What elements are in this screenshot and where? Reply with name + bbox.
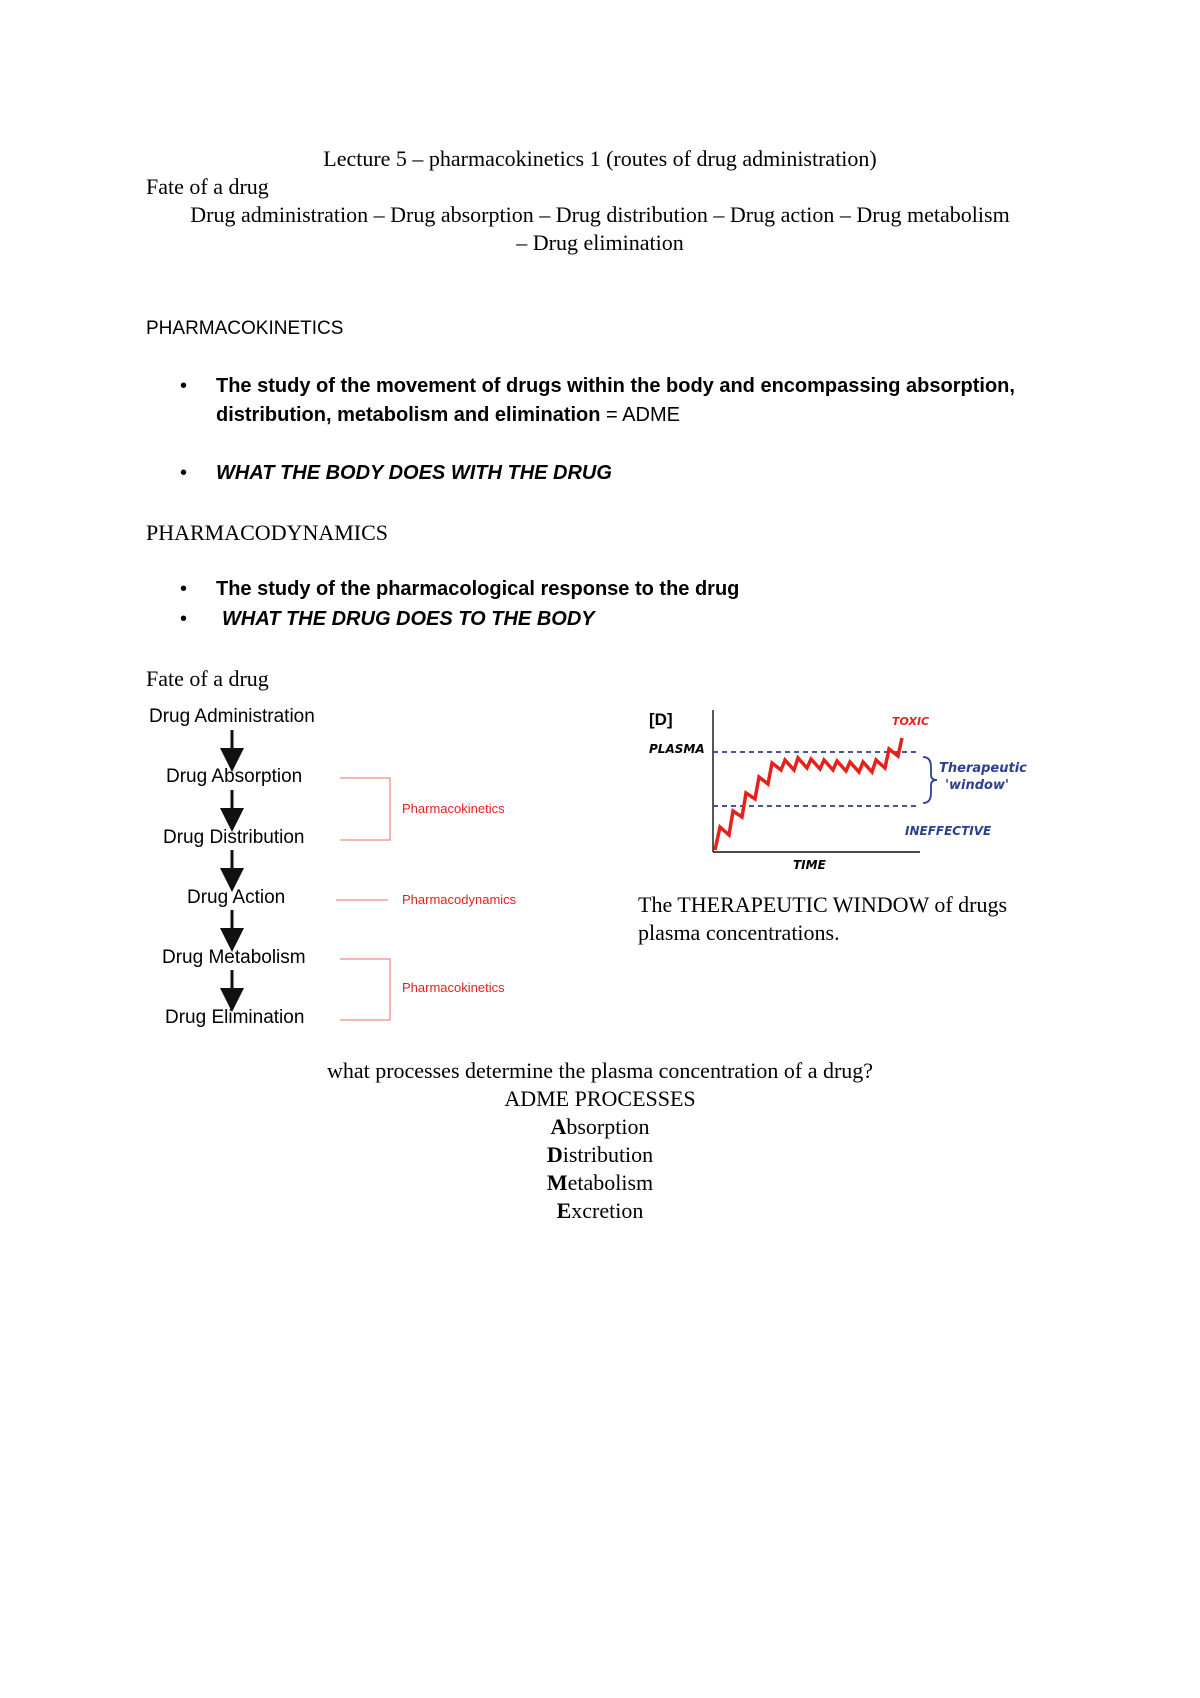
group-brackets	[336, 778, 390, 1020]
fate-section-heading: Fate of a drug	[146, 666, 269, 691]
flow-step-absorption: Drug Absorption	[166, 766, 303, 787]
bullet-icon: •	[180, 375, 188, 397]
lecture-title: Lecture 5 – pharmacokinetics 1 (routes of drug administration)	[323, 146, 877, 171]
adme-acronym-text: = ADME	[600, 404, 680, 426]
adme-rest: etabolism	[567, 1170, 654, 1195]
process-line-1: Drug administration – Drug absorption – Drug distribution – Drug action – Drug metabolism	[190, 202, 1010, 227]
adme-rest: xcretion	[571, 1198, 644, 1223]
fate-heading: Fate of a drug	[146, 174, 269, 199]
ineffective-label: INEFFECTIVE	[905, 824, 992, 838]
pharmacodynamics-heading: PHARMACODYNAMICS	[146, 520, 389, 545]
adme-list-text: distribution, metabolism and elimination	[216, 404, 601, 426]
group-label-pharmacokinetics-1: Pharmacokinetics	[402, 801, 505, 816]
flow-step-metabolism: Drug Metabolism	[162, 947, 306, 968]
pd-bullet-2-text: WHAT THE DRUG DOES TO THE BODY	[222, 608, 595, 630]
graph-caption-line-2: plasma concentrations.	[638, 920, 840, 945]
pd-bullet-1-text: The study of the pharmacological response to the drug	[216, 578, 740, 600]
adme-item-excretion	[0, 1198, 1200, 1224]
bullet-icon: •	[180, 462, 188, 484]
adme-item-absorption	[0, 1114, 1200, 1140]
adme-initial: A	[550, 1114, 567, 1139]
adme-question: what processes determine the plasma concentration of a drug?	[326, 1058, 874, 1083]
x-axis-label: TIME	[793, 858, 826, 872]
flow-step-distribution: Drug Distribution	[163, 827, 305, 848]
pk-bullet-2-text: WHAT THE BODY DOES WITH THE DRUG	[216, 462, 612, 484]
adme-heading: ADME PROCESSES	[504, 1086, 696, 1111]
toxic-label: TOXIC	[892, 715, 930, 728]
flow-step-elimination: Drug Elimination	[165, 1007, 305, 1028]
bullet-icon: •	[180, 608, 188, 630]
adme-rest: bsorption	[566, 1114, 650, 1139]
flow-step-action: Drug Action	[187, 887, 286, 908]
adme-item-metabolism	[0, 1170, 1200, 1196]
process-line-2: – Drug elimination	[516, 230, 684, 255]
drug-fate-flowchart	[140, 700, 560, 1040]
y-axis-label-top: [D]	[649, 710, 673, 729]
window-label-line-2: 'window'	[945, 778, 1009, 793]
bullet-icon: •	[180, 578, 188, 600]
group-label-pharmacokinetics-2: Pharmacokinetics	[402, 980, 505, 995]
adme-item-distribution	[0, 1142, 1200, 1168]
pharmacokinetics-heading: PHARMACOKINETICS	[146, 318, 344, 339]
y-axis-label-bottom: PLASMA	[649, 742, 705, 756]
adme-initial: M	[546, 1170, 568, 1195]
group-label-pharmacodynamics: Pharmacodynamics	[402, 892, 517, 907]
pk-bullet-1-text: The study of the movement of drugs within the body and encompassing absorption,	[216, 375, 1015, 397]
adme-initial: D	[546, 1142, 563, 1167]
adme-initial: E	[556, 1198, 572, 1223]
flow-step-administration: Drug Administration	[149, 706, 315, 727]
window-label-line-1: Therapeutic	[939, 761, 1027, 776]
graph-axes	[713, 710, 920, 852]
graph-caption-line-1: The THERAPEUTIC WINDOW of drugs	[638, 892, 1008, 917]
therapeutic-window-graph	[640, 700, 1030, 880]
window-brace-icon	[923, 757, 937, 803]
adme-rest: istribution	[562, 1142, 654, 1167]
concentration-curve	[715, 738, 902, 850]
